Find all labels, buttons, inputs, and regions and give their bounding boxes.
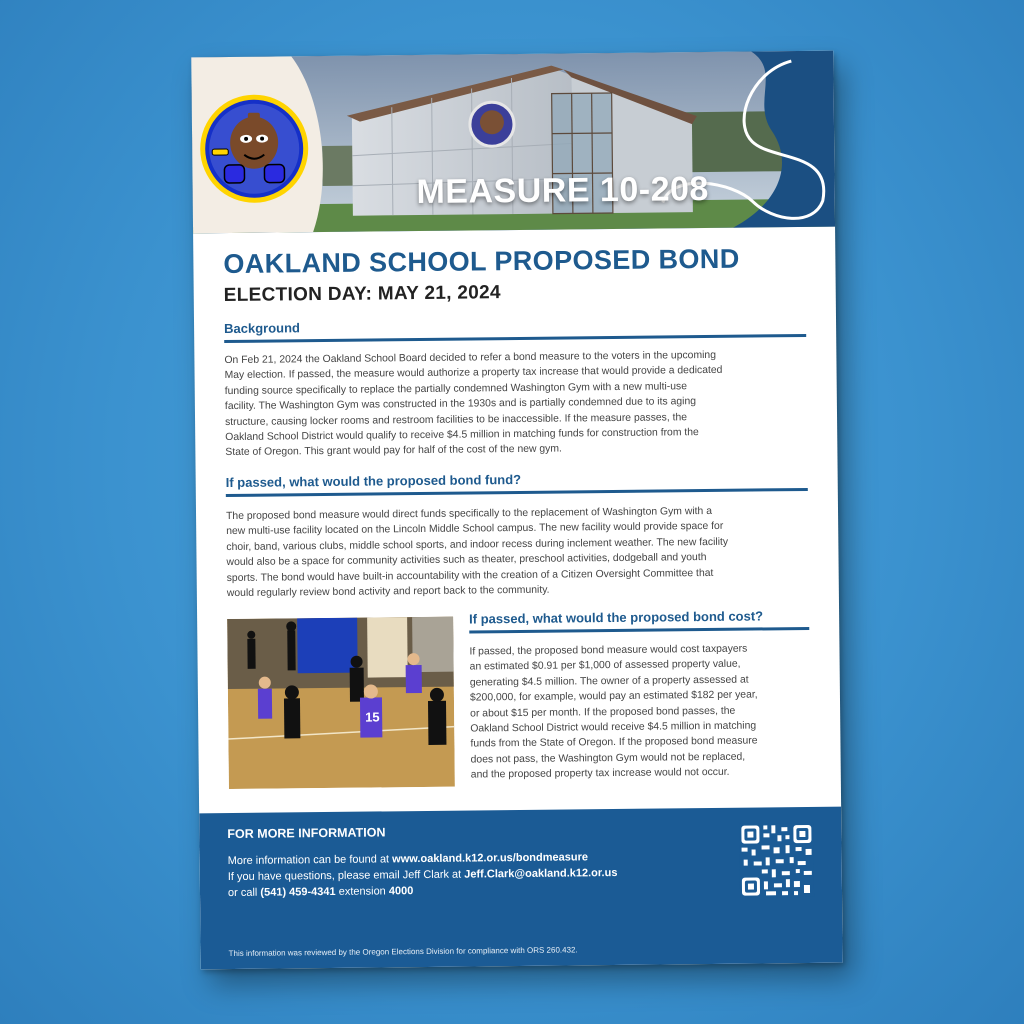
compliance-note: This information was reviewed by the Oregon Elections Division for compliance with ORS 260.432.: [228, 945, 578, 959]
footer-line-website: [228, 851, 588, 867]
phone-number[interactable]: (541) 459-4341: [260, 885, 336, 899]
phone-label: or call: [227, 886, 261, 900]
website-link[interactable]: www.oakland.k12.or.us/bondmeasure: [392, 851, 589, 866]
text-line: an estimated $0.91 per $1,000 of assessed property value,: [469, 659, 741, 673]
text-line: On Feb 21, 2024 the Oakland School Board decided to refer a bond measure to the voters in the upcoming: [224, 349, 717, 367]
text-line: funds from the State of Oregon. If the proposed bond measure: [470, 735, 758, 750]
hero-banner: [191, 51, 835, 234]
text-line: does not pass, the Washington Gym would not be replaced,: [470, 751, 746, 766]
footer: [199, 807, 843, 970]
text-line: If passed, the proposed bond measure would cost taxpayers: [469, 643, 748, 658]
text-line: new multi-use facility located on the Lincoln Middle School campus. The new facility would provide space for: [226, 521, 724, 538]
background-text: [224, 347, 807, 461]
text-line: would regularly review bond activity and report back to the community.: [226, 584, 550, 600]
jersey-number: 15: [365, 709, 380, 725]
website-label: More information can be found at: [227, 853, 393, 868]
text-line: sports. The bond would have built-in accountability with the creation of a Citizen Oversight Committee that: [226, 567, 714, 584]
text-line: funding source specifically to replace the partially condemned Washington Gym with a new multi-use: [224, 381, 688, 397]
text-line: Oakland School District would qualify to receive $4.5 million in matching funds for construction from the: [225, 427, 699, 444]
mascot-logo-icon: [198, 92, 311, 205]
fund-heading: If passed, what would the proposed bond fund?: [226, 469, 808, 497]
background-heading: Background: [224, 315, 806, 343]
footer-line-email: [228, 867, 618, 883]
flyer: [191, 51, 843, 970]
text-line: and the proposed property tax increase would not occur.: [470, 767, 730, 781]
text-line: structure, causing locker rooms and restroom facilities to be inaccessible. If the measure passes, the: [225, 411, 688, 428]
extension-label: extension: [335, 885, 389, 898]
cost-text: [469, 641, 810, 783]
text-line: would also be a space for community activities such as theater, preschool activities, dodgeball and youth: [226, 552, 707, 569]
cost-heading: If passed, what would the proposed bond cost?: [469, 608, 809, 634]
text-line: May election. If passed, the measure would authorize a property tax increase that would provide a dedicated: [224, 365, 723, 382]
footer-line-phone: [228, 885, 413, 899]
qr-code-icon[interactable]: [739, 823, 814, 898]
text-line: $200,000, for example, would pay an estimated $182 per year,: [469, 689, 758, 704]
measure-title: MEASURE 10-208: [416, 169, 710, 212]
footer-heading: FOR MORE INFORMATION: [227, 825, 386, 842]
page-title: OAKLAND SCHOOL PROPOSED BOND: [223, 243, 740, 280]
basketball-photo: [227, 617, 455, 789]
text-line: The proposed bond measure would direct funds specifically to the replacement of Washington Gym with a: [225, 505, 713, 523]
text-line: or about $15 per month. If the proposed bond passes, the: [470, 705, 736, 720]
election-date: ELECTION DAY: MAY 21, 2024: [223, 282, 501, 307]
text-line: Oakland School District would receive $4.5 million in matching: [470, 720, 757, 735]
email-link[interactable]: Jeff.Clark@oakland.k12.or.us: [464, 866, 618, 881]
text-line: generating $4.5 million. The owner of a property assessed at: [469, 674, 749, 689]
fund-text: [226, 503, 809, 602]
email-label: If you have questions, please email Jeff Clark at: [227, 868, 465, 884]
text-line: facility. The Washington Gym was constructed in the 1930s and is partially condemned due to its aging: [224, 396, 697, 413]
text-line: State of Oregon. This grant would pay for half of the cost of the new gym.: [225, 443, 562, 459]
text-line: choir, band, various clubs, middle school sports, and indoor recess during inclement weather. The new facility: [226, 536, 729, 553]
extension-number: 4000: [388, 885, 414, 898]
